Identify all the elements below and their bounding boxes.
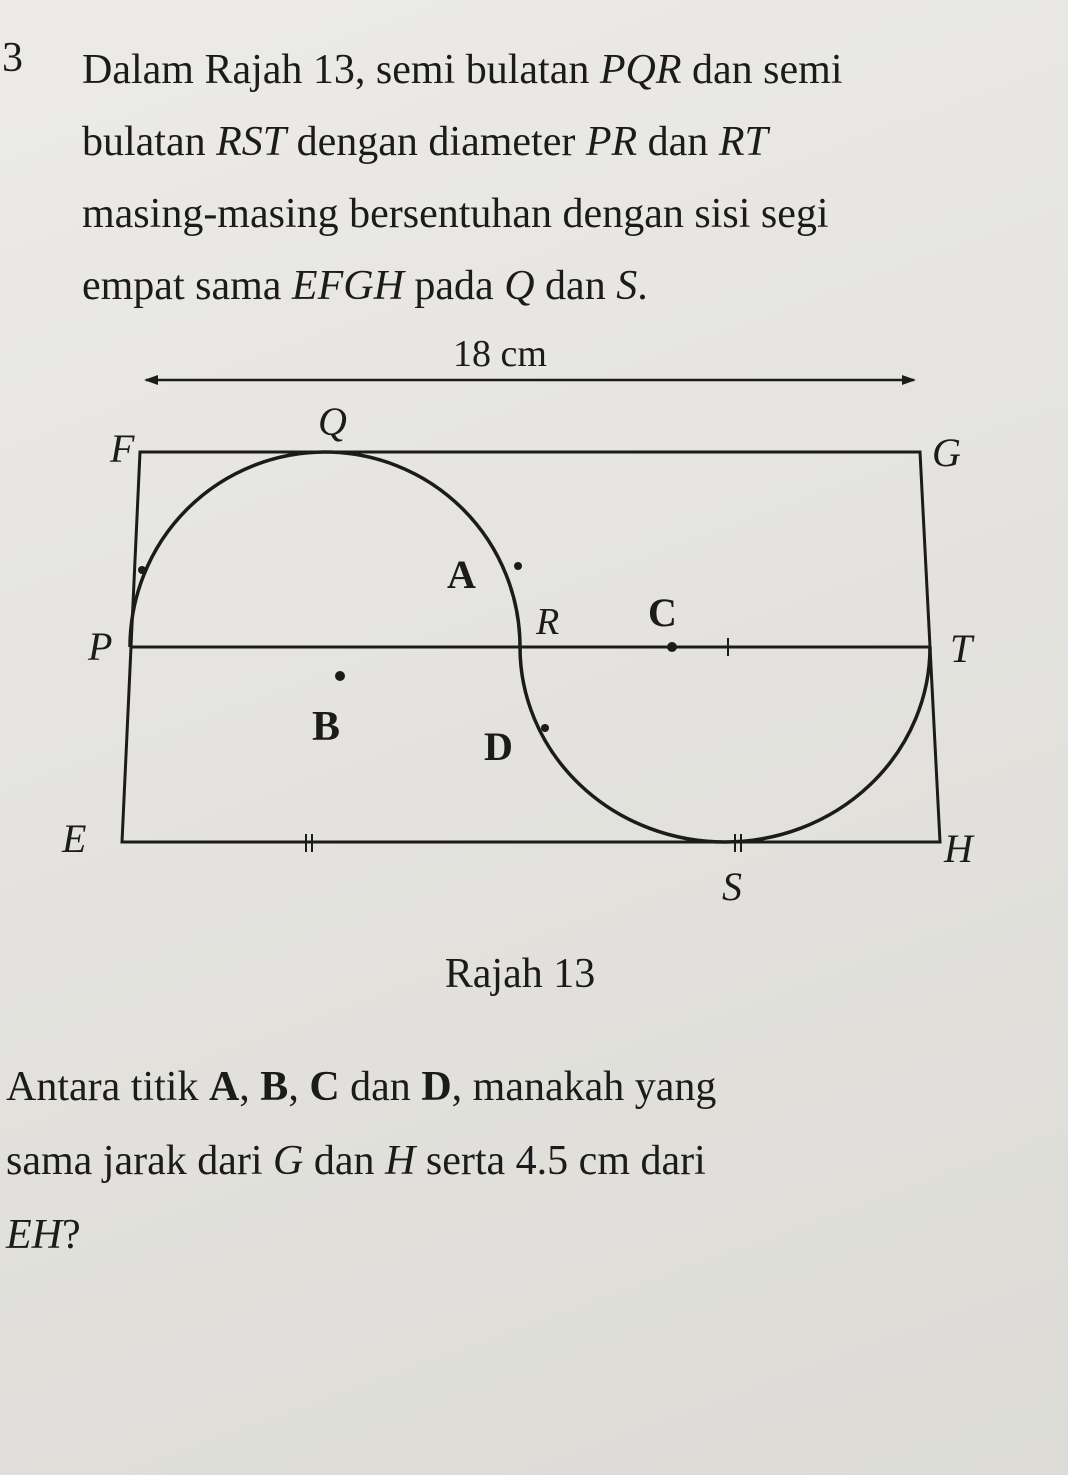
stem-text: empat sama bbox=[82, 263, 292, 309]
label-g: G bbox=[932, 430, 961, 475]
question-text-part: , bbox=[288, 1064, 310, 1110]
question-text-part: serta 4.5 cm dari bbox=[415, 1138, 706, 1184]
question-point: B bbox=[260, 1064, 289, 1110]
point-c-dot bbox=[667, 642, 677, 652]
question-var: H bbox=[385, 1138, 416, 1184]
stem-text: Dalam Rajah 13, semi bulatan bbox=[82, 47, 600, 93]
width-label: 18 cm bbox=[453, 333, 547, 375]
question-text-part: , manakah yang bbox=[451, 1064, 717, 1110]
point-edge-dot bbox=[138, 566, 146, 574]
stem-var: EFGH bbox=[291, 263, 404, 309]
label-r: R bbox=[536, 601, 560, 643]
label-e: E bbox=[62, 816, 87, 861]
point-b-dot bbox=[335, 671, 345, 681]
label-p: P bbox=[88, 624, 113, 669]
stem-var: PR bbox=[585, 119, 638, 165]
point-a-dot bbox=[514, 562, 522, 570]
question-text-part: dan bbox=[339, 1064, 422, 1110]
question-line-2 bbox=[6, 1124, 1006, 1198]
stem-text: . bbox=[637, 263, 648, 309]
question-var: G bbox=[273, 1138, 304, 1184]
figure-rajah-13 bbox=[0, 310, 1068, 930]
question-var: EH bbox=[6, 1212, 62, 1258]
label-b: B bbox=[312, 704, 341, 750]
label-t: T bbox=[950, 626, 973, 671]
label-a: A bbox=[447, 552, 476, 597]
stem-text: dan semi bbox=[681, 47, 843, 93]
question-text-part: Antara titik bbox=[6, 1064, 209, 1110]
stem-text: pada bbox=[403, 263, 505, 309]
stem-var: Q bbox=[504, 263, 535, 309]
label-s: S bbox=[722, 864, 742, 909]
question-number: 3 bbox=[2, 35, 23, 81]
stem-line-3: masing-masing bersentuhan dengan sisi segi bbox=[82, 191, 829, 237]
stem-text: dan bbox=[637, 119, 719, 165]
label-d: D bbox=[484, 724, 513, 769]
stem-var: PQR bbox=[599, 47, 682, 93]
point-d-dot bbox=[541, 724, 549, 732]
stem-text: bulatan bbox=[82, 119, 217, 165]
question-line-1 bbox=[6, 1050, 1006, 1124]
label-f: F bbox=[110, 426, 135, 471]
stem-text: dan bbox=[534, 263, 617, 309]
question-text bbox=[6, 1050, 1006, 1272]
question-stem bbox=[82, 34, 1022, 322]
stem-text: dengan diameter bbox=[286, 119, 586, 165]
stem-line-1 bbox=[82, 34, 1022, 106]
question-point: A bbox=[208, 1064, 240, 1110]
stem-var: RST bbox=[216, 119, 287, 165]
stem-var: S bbox=[616, 263, 638, 309]
semicircle-pqr bbox=[130, 452, 520, 647]
label-c: C bbox=[648, 590, 677, 635]
question-text-part: dan bbox=[303, 1138, 386, 1184]
label-h: H bbox=[944, 826, 973, 871]
question-text-part: sama jarak dari bbox=[6, 1138, 274, 1184]
question-point: C bbox=[309, 1064, 340, 1110]
semicircle-rst bbox=[520, 647, 930, 842]
stem-var: RT bbox=[718, 119, 768, 165]
question-line-3 bbox=[6, 1198, 1006, 1272]
label-q: Q bbox=[318, 399, 347, 444]
question-text-part: , bbox=[239, 1064, 261, 1110]
question-point: D bbox=[421, 1064, 452, 1110]
question-text-part: ? bbox=[62, 1212, 81, 1258]
stem-line-2 bbox=[82, 106, 1022, 178]
figure-caption: Rajah 13 bbox=[444, 951, 596, 997]
